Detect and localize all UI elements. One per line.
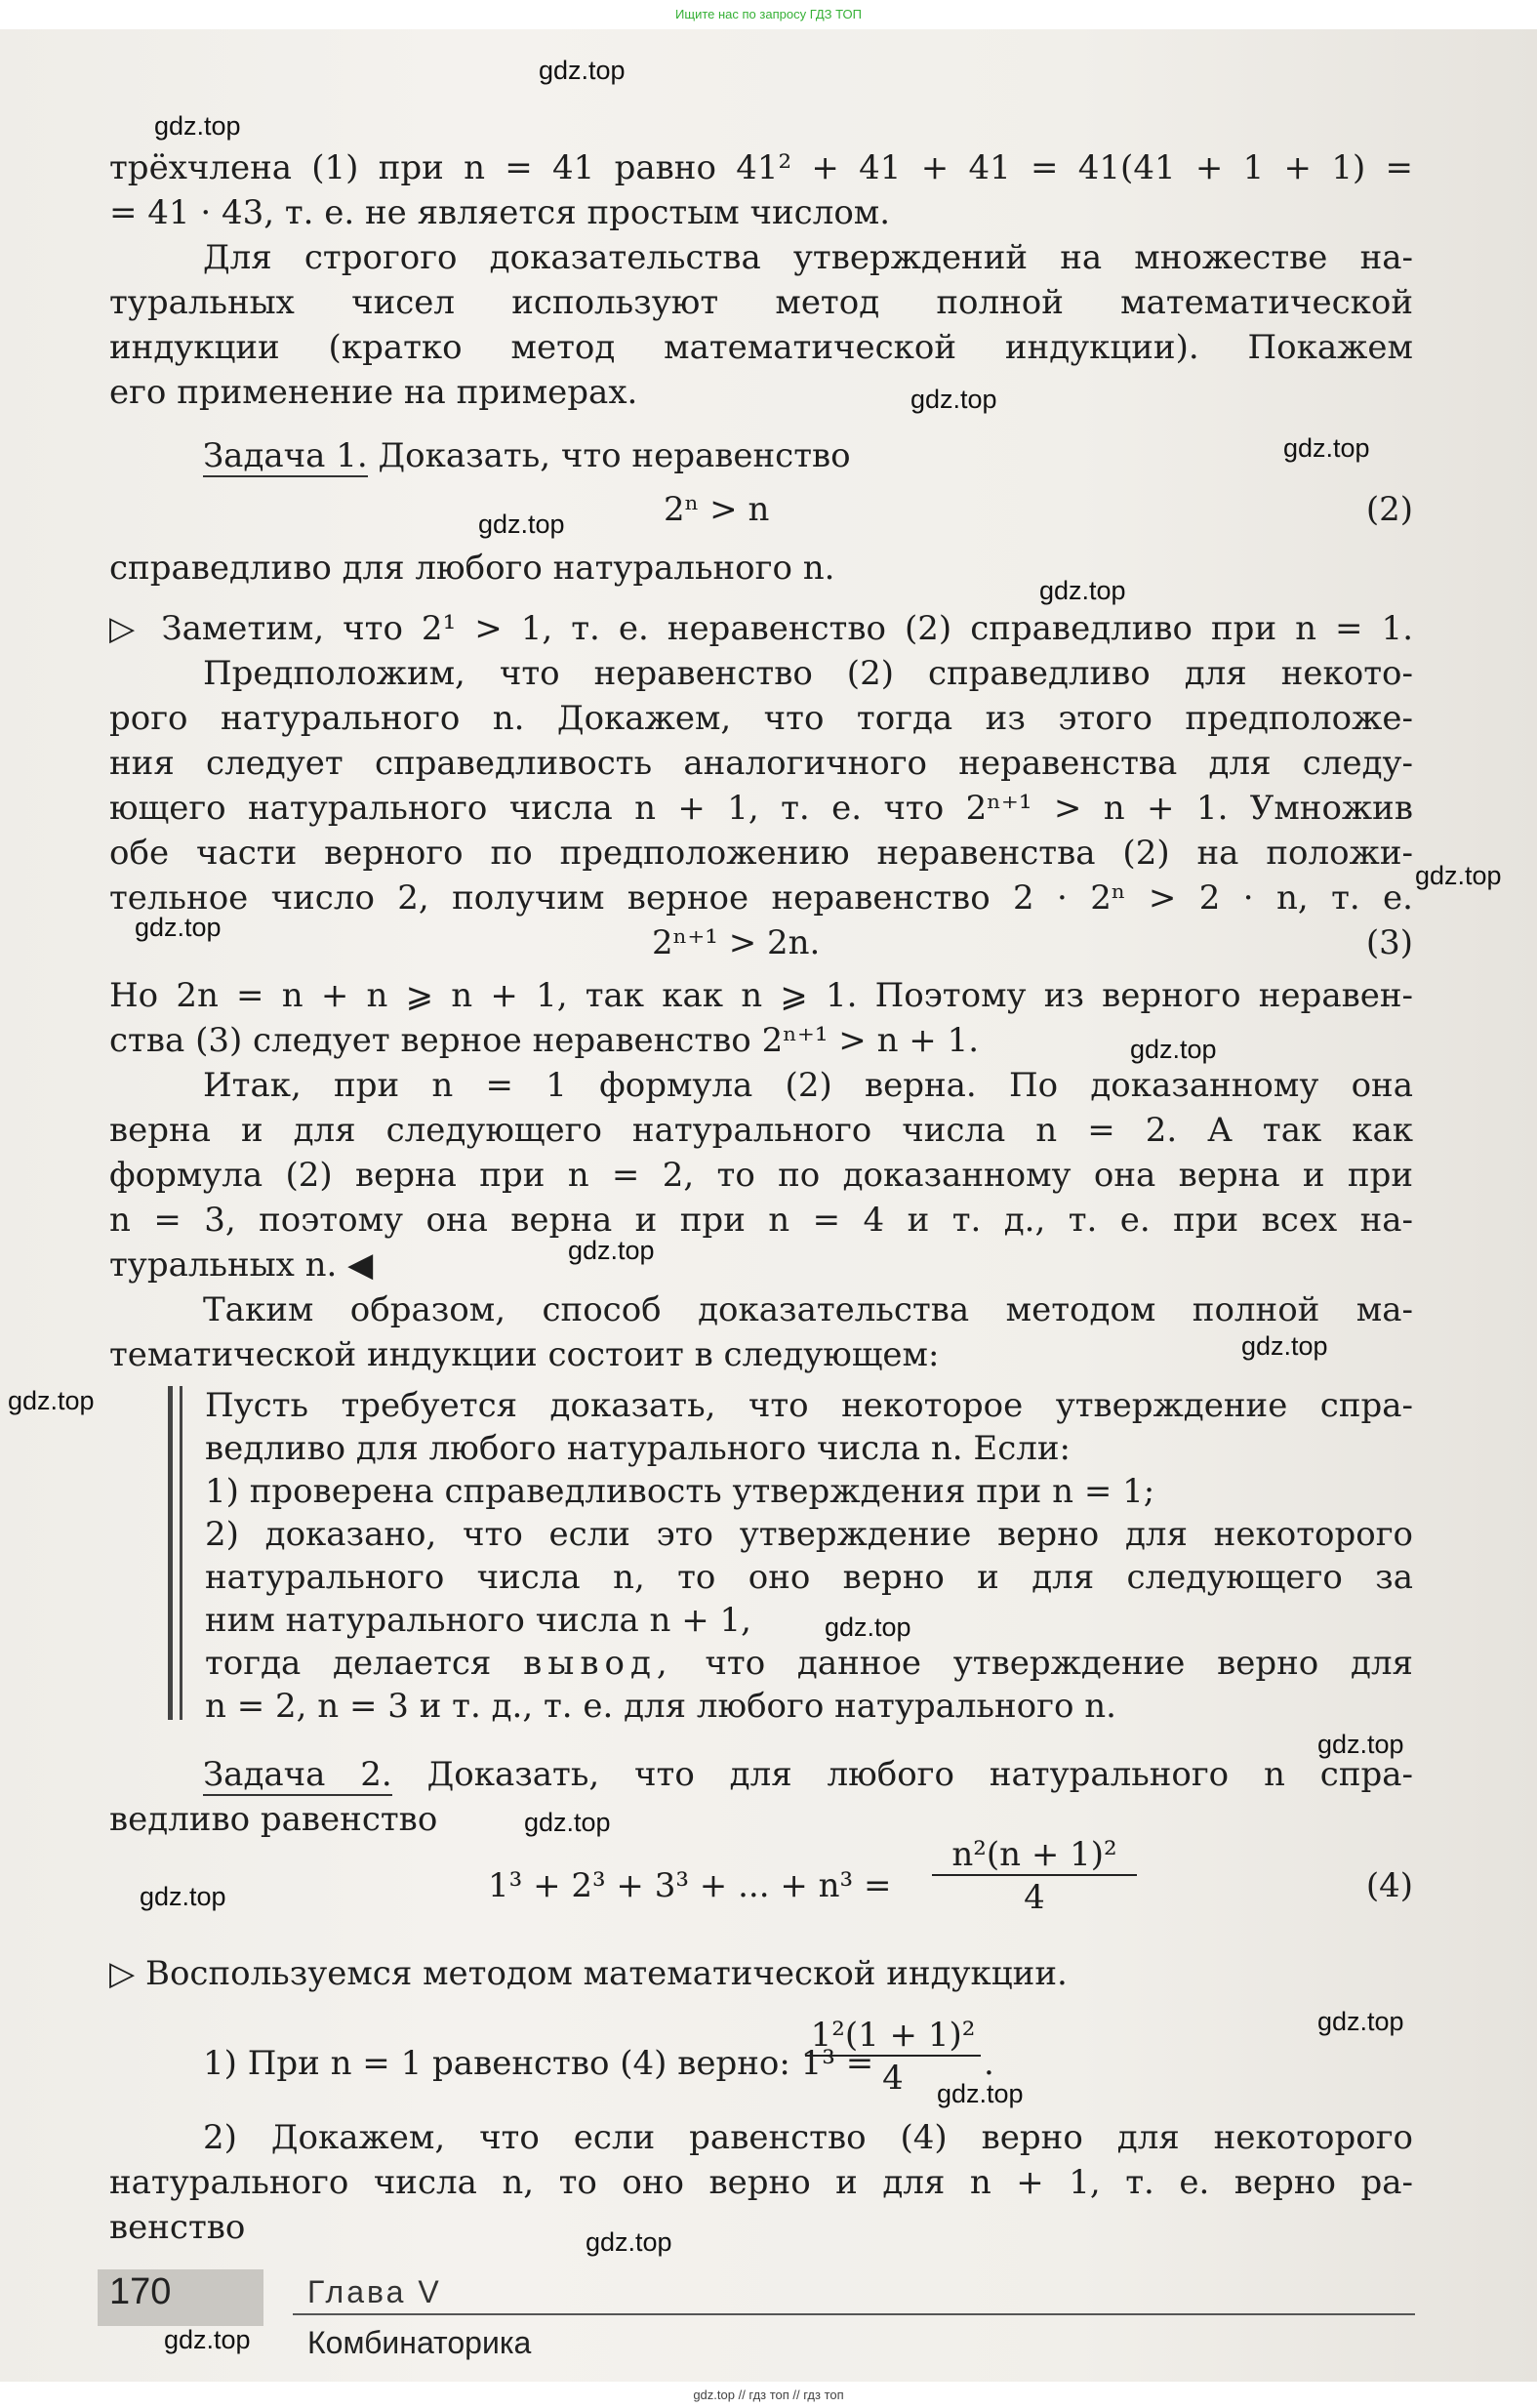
watermark: gdz.top (1317, 1730, 1404, 1759)
text-line-22: n = 3, поэтому она верна и при n = 4 и т. д., т. е. при всех на- (109, 1201, 1413, 1240)
text-line-8: справедливо для любого натурального n. (109, 549, 835, 588)
task-1-statement: Доказать, что неравенство (378, 436, 851, 475)
top-banner (0, 0, 1537, 29)
task-2-heading (203, 1753, 1413, 1796)
text-line-2: = 41 · 43, т. е. не является простым числом. (109, 193, 891, 232)
watermark: gdz.top (1130, 1035, 1217, 1064)
text-line-15: тельное число 2, получим верное неравенство 2 · 2ⁿ > 2 · n, т. е. (109, 878, 1413, 918)
watermark: gdz.top (825, 1612, 911, 1642)
text-line-10: Предположим, что неравенство (2) справедливо для некото- (203, 654, 1413, 693)
section-label: Комбинаторика (307, 2325, 532, 2360)
bottom-banner (0, 2382, 1537, 2408)
rule-line-4: 2) доказано, что если это утверждение верно для некоторого (205, 1515, 1413, 1554)
rule-line-7 (205, 1642, 1413, 1685)
watermark: gdz.top (524, 1808, 611, 1837)
text-line-29: 1) При n = 1 равенство (4) верно: 1³ = (203, 2044, 874, 2083)
watermark: gdz.top (1415, 861, 1502, 890)
task-2-label: Задача 2. (203, 1755, 392, 1794)
watermark: gdz.top (154, 111, 241, 141)
text-line-17: Но 2n = n + n ⩾ n + 1, так как n ⩾ 1. Поэтому из верного нерaвен- (109, 976, 1413, 1015)
text-line-11: рого натурального n. Докажем, что тогда из этого предположе- (109, 699, 1413, 738)
equality-4-numerator: n²(n + 1)² (932, 1835, 1137, 1876)
rule-line-8: n = 2, n = 3 и т. д., т. е. для любого натурального n. (205, 1687, 1116, 1726)
text-line-6: его применение на примерах. (109, 373, 638, 412)
rule-line-5: натурального числа n, то оно верно и для следующего за (205, 1558, 1413, 1597)
rule-box-bar (168, 1386, 173, 1720)
task-1-label: Задача 1. (203, 436, 368, 475)
chapter-label: Глава V (307, 2274, 442, 2309)
text-line-28: ▷ Воспользуемся методом математической индукции. (109, 1954, 1068, 1993)
rule-box-bar-inner (180, 1386, 182, 1720)
text-line-23: туральных n. ◀ (109, 1245, 374, 1285)
watermark: gdz.top (910, 385, 997, 414)
text-line-9: ▷ Заметим, что 2¹ > 1, т. е. неравенство (2) справедливо при n = 1. (109, 609, 1413, 648)
equation-number-4: (4) (1365, 1866, 1413, 1905)
watermark: gdz.top (1317, 2007, 1404, 2036)
text-line-30: 2) Докажем, что если равенство (4) верно для некоторого (203, 2118, 1413, 2157)
equation-number-3: (3) (1365, 923, 1413, 962)
text-line-3: Для строгого доказательства утверждений на множестве на- (203, 238, 1413, 277)
rule-line-7-a: тогда делается (205, 1644, 492, 1683)
banner-text: Ищите нас по запросу ГДЗ ТОП (675, 7, 862, 21)
text-line-4: туральных чисел используют метод полной математической (109, 283, 1413, 322)
equality-4-lhs: 1³ + 2³ + 3³ + ... + n³ = (488, 1866, 892, 1905)
watermark: gdz.top (1283, 433, 1370, 463)
equation-number-2: (2) (1365, 490, 1413, 529)
text-line-18: ства (3) следует верное неравенство 2ⁿ⁺¹ > n + 1. (109, 1021, 980, 1060)
watermark: gdz.top (135, 913, 222, 942)
watermark: gdz.top (164, 2325, 251, 2354)
task-2-statement: Доказать, что для любого натурального n спра- (426, 1755, 1414, 1794)
bottom-links: gdz.top // гдз топ // гдз топ (693, 2388, 844, 2402)
text-line-12: ния следует справедливость аналогичного неравенства для следу- (109, 744, 1413, 783)
text-line-21: формула (2) верна при n = 2, то по доказанному она верна и при (109, 1156, 1413, 1195)
page-number: 170 (109, 2271, 172, 2312)
watermark: gdz.top (140, 1882, 226, 1911)
text-line-32: венство (109, 2208, 246, 2247)
text-line-13: ющего натурального числа n + 1, т. е. что 2ⁿ⁺¹ > n + 1. Умножив (109, 789, 1413, 828)
watermark: gdz.top (586, 2227, 672, 2257)
rule-line-7-c: что данное утверждение верно для (705, 1644, 1413, 1683)
text-line-20: верна и для следующего натурального числа n = 2. А так как (109, 1111, 1413, 1150)
base-case-period: . (984, 2044, 994, 2083)
watermark: gdz.top (1241, 1331, 1328, 1361)
rule-line-3: 1) проверена справедливость утверждения при n = 1; (205, 1472, 1155, 1511)
text-line-31: натурального числа n, то оно верно и для n + 1, т. е. верно ра- (109, 2163, 1413, 2202)
watermark: gdz.top (568, 1236, 655, 1265)
watermark: gdz.top (8, 1386, 95, 1415)
text-line-24: Таким образом, способ доказательства методом полной ма- (203, 1290, 1413, 1329)
inequality-2: 2ⁿ > n (664, 490, 770, 529)
equality-4-denominator: 4 (1024, 1878, 1045, 1917)
base-case-denominator: 4 (882, 2059, 904, 2098)
text-line-25: тематической индукции состоит в следующем: (109, 1335, 940, 1374)
watermark: gdz.top (937, 2079, 1024, 2108)
text-line-27: ведливо равенство (109, 1800, 438, 1839)
watermark: gdz.top (1039, 576, 1126, 605)
footer-divider (293, 2313, 1415, 2315)
text-line-14: обе части верного по предположению неравенства (2) на положи- (109, 834, 1413, 873)
base-case-numerator: 1²(1 + 1)² (805, 2016, 981, 2057)
task-1-heading (203, 434, 1413, 477)
watermark: gdz.top (478, 510, 565, 539)
text-line-1: трёхчлена (1) при n = 41 равно 41² + 41 + 41 = 41(41 + 1 + 1) = (109, 148, 1413, 187)
inequality-3: 2ⁿ⁺¹ > 2n. (652, 923, 821, 962)
watermark: gdz.top (539, 56, 626, 85)
text-line-19: Итак, при n = 1 формула (2) верна. По доказанному она (203, 1066, 1413, 1105)
rule-conclusion-word: вывод, (523, 1644, 673, 1683)
text-line-5: индукции (кратко метод математической индукции). Покажем (109, 328, 1413, 367)
rule-line-2: ведливо для любого натурального числа n. Если: (205, 1429, 1071, 1468)
rule-line-1: Пусть требуется доказать, что некоторое утверждение спра- (205, 1386, 1413, 1425)
rule-line-6: ним натурального числа n + 1, (205, 1601, 751, 1640)
